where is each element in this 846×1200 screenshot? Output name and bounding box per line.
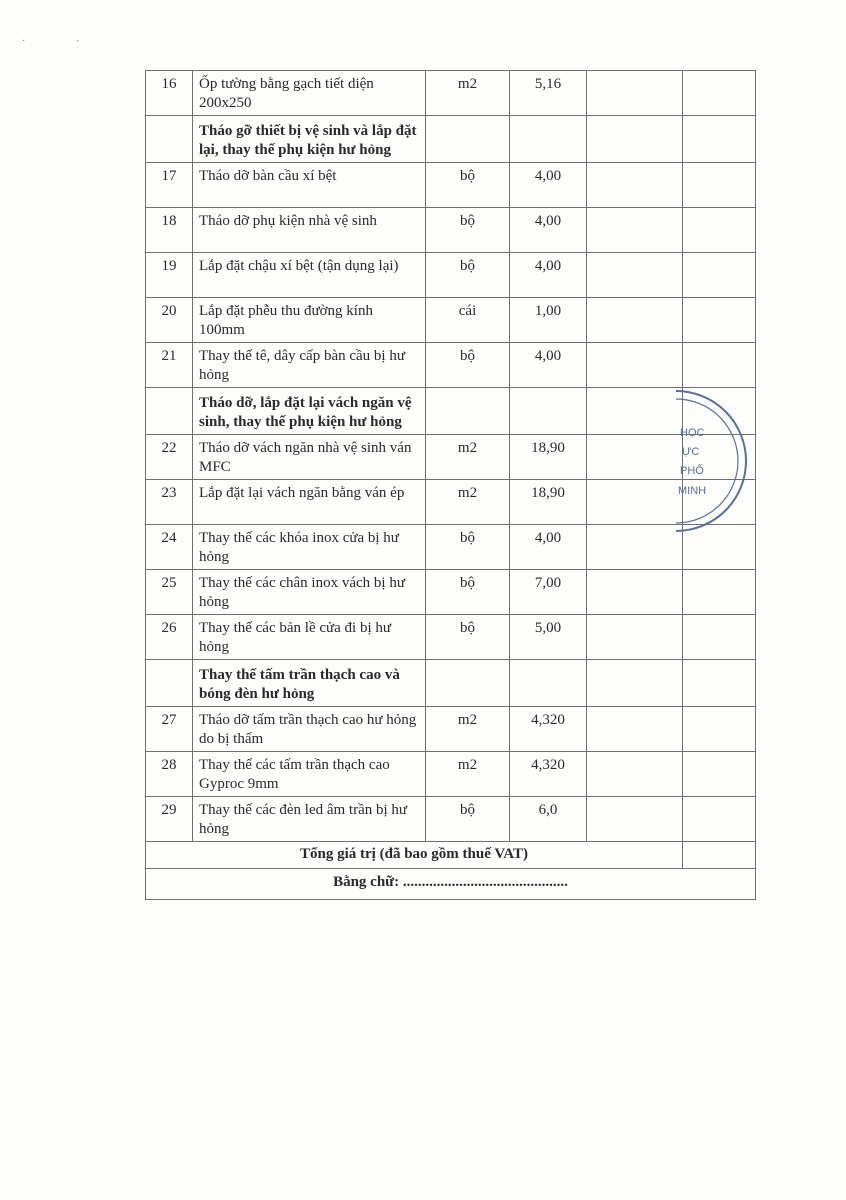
description-cell: Lắp đặt lại vách ngăn bằng ván ép (193, 480, 426, 525)
table-row (146, 71, 756, 116)
table-row (146, 208, 756, 253)
quantity-cell: 1,00 (510, 298, 587, 343)
stt-cell: 18 (146, 208, 193, 253)
amount-cell (683, 660, 756, 707)
stt-cell: 24 (146, 525, 193, 570)
amount-cell (683, 253, 756, 298)
total-value-cell (683, 842, 756, 869)
unit-price-cell (587, 298, 683, 343)
total-row (146, 842, 756, 869)
table-row (146, 525, 756, 570)
amount-cell (683, 570, 756, 615)
seal-text-2: ỰC (682, 446, 700, 458)
amount-cell (683, 71, 756, 116)
quantity-cell: 5,00 (510, 615, 587, 660)
unit-cell: m2 (426, 480, 510, 525)
unit-cell: bộ (426, 570, 510, 615)
unit-cell (426, 388, 510, 435)
stt-cell: 16 (146, 71, 193, 116)
amount-cell (683, 298, 756, 343)
unit-price-cell (587, 797, 683, 842)
quantity-cell: 4,00 (510, 525, 587, 570)
unit-cell (426, 660, 510, 707)
stt-cell (146, 388, 193, 435)
amount-cell (683, 797, 756, 842)
description-cell: Tháo dỡ vách ngăn nhà vệ sinh ván MFC (193, 435, 426, 480)
description-cell: Tháo dỡ bàn cầu xí bệt (193, 163, 426, 208)
unit-cell: m2 (426, 752, 510, 797)
unit-price-cell (587, 707, 683, 752)
table-body (146, 71, 756, 842)
unit-price-cell (587, 752, 683, 797)
unit-cell: cái (426, 298, 510, 343)
table-row (146, 615, 756, 660)
section-title: Thay thế tấm trần thạch cao và bóng đèn hư hỏng (193, 660, 426, 707)
seal-graphic (676, 386, 748, 536)
unit-price-cell (587, 525, 683, 570)
quantity-cell: 4,320 (510, 707, 587, 752)
description-cell: Ốp tường bằng gạch tiết diện 200x250 (193, 71, 426, 116)
seal-text-1: HỌC (680, 427, 705, 439)
quantity-cell: 18,90 (510, 480, 587, 525)
unit-cell: bộ (426, 163, 510, 208)
quantity-cell: 4,00 (510, 208, 587, 253)
unit-cell: bộ (426, 525, 510, 570)
quantity-cell: 18,90 (510, 435, 587, 480)
unit-price-cell (587, 615, 683, 660)
unit-price-cell (587, 660, 683, 707)
stt-cell: 25 (146, 570, 193, 615)
quantity-cell (510, 660, 587, 707)
stt-cell (146, 116, 193, 163)
unit-cell: bộ (426, 615, 510, 660)
unit-price-cell (587, 208, 683, 253)
table-row (146, 752, 756, 797)
unit-price-cell (587, 71, 683, 116)
stt-cell: 29 (146, 797, 193, 842)
amount-cell (683, 752, 756, 797)
quantity-cell: 6,0 (510, 797, 587, 842)
description-cell: Thay thế các khóa inox cửa bị hư hỏng (193, 525, 426, 570)
description-cell: Lắp đặt phễu thu đường kính 100mm (193, 298, 426, 343)
quantity-cell: 4,320 (510, 752, 587, 797)
stt-cell: 21 (146, 343, 193, 388)
stt-cell: 23 (146, 480, 193, 525)
amount-cell (683, 208, 756, 253)
table-row (146, 797, 756, 842)
table-row (146, 253, 756, 298)
bill-of-quantities-table (145, 70, 756, 900)
stt-cell: 19 (146, 253, 193, 298)
stt-cell: 22 (146, 435, 193, 480)
amount-cell (683, 707, 756, 752)
stt-cell: 27 (146, 707, 193, 752)
unit-price-cell (587, 570, 683, 615)
description-cell: Lắp đặt chậu xí bệt (tận dụng lại) (193, 253, 426, 298)
quantity-cell: 5,16 (510, 71, 587, 116)
red-seal-stamp (676, 386, 748, 536)
amount-in-words-row (146, 869, 756, 900)
scan-specks: · · (22, 36, 104, 47)
unit-price-cell (587, 480, 683, 525)
total-label: Tổng giá trị (đã bao gồm thuế VAT) (146, 842, 683, 869)
unit-cell: bộ (426, 253, 510, 298)
table-row (146, 707, 756, 752)
description-cell: Tháo dỡ phụ kiện nhà vệ sinh (193, 208, 426, 253)
table-row (146, 570, 756, 615)
unit-cell: bộ (426, 343, 510, 388)
table-row (146, 435, 756, 480)
table-row (146, 298, 756, 343)
unit-price-cell (587, 343, 683, 388)
unit-price-cell (587, 163, 683, 208)
section-title: Tháo dỡ, lắp đặt lại vách ngăn vệ sinh, thay thế phụ kiện hư hỏng (193, 388, 426, 435)
unit-price-cell (587, 435, 683, 480)
description-cell: Thay thế tê, dây cấp bàn cầu bị hư hỏng (193, 343, 426, 388)
stt-cell: 20 (146, 298, 193, 343)
stt-cell (146, 660, 193, 707)
quantity-cell: 4,00 (510, 343, 587, 388)
seal-text-3: PHỐ (680, 465, 704, 477)
quantity-cell (510, 388, 587, 435)
description-cell: Thay thế các bản lề cửa đi bị hư hỏng (193, 615, 426, 660)
section-title: Tháo gỡ thiết bị vệ sinh và lắp đặt lại, thay thế phụ kiện hư hỏng (193, 116, 426, 163)
amount-cell (683, 615, 756, 660)
section-header-row (146, 116, 756, 163)
description-cell: Tháo dỡ tấm trần thạch cao hư hỏng do bị thấm (193, 707, 426, 752)
table-row (146, 480, 756, 525)
seal-text-4: MINH (678, 485, 707, 497)
section-header-row (146, 388, 756, 435)
description-cell: Thay thế các chân inox vách bị hư hỏng (193, 570, 426, 615)
unit-cell: bộ (426, 208, 510, 253)
quantity-cell: 4,00 (510, 253, 587, 298)
amount-cell (683, 116, 756, 163)
section-header-row (146, 660, 756, 707)
description-cell: Thay thế các tấm trần thạch cao Gyproc 9mm (193, 752, 426, 797)
amount-cell (683, 163, 756, 208)
table-row (146, 343, 756, 388)
quantity-cell: 7,00 (510, 570, 587, 615)
quantity-cell (510, 116, 587, 163)
unit-price-cell (587, 253, 683, 298)
stt-cell: 17 (146, 163, 193, 208)
quantity-cell: 4,00 (510, 163, 587, 208)
unit-cell: m2 (426, 71, 510, 116)
unit-cell: m2 (426, 707, 510, 752)
unit-price-cell (587, 388, 683, 435)
stt-cell: 28 (146, 752, 193, 797)
unit-cell (426, 116, 510, 163)
amount-cell (683, 343, 756, 388)
table-row (146, 163, 756, 208)
stt-cell: 26 (146, 615, 193, 660)
unit-cell: bộ (426, 797, 510, 842)
unit-price-cell (587, 116, 683, 163)
amount-in-words-label: Bằng chữ: ............................................ (146, 869, 756, 900)
unit-cell: m2 (426, 435, 510, 480)
description-cell: Thay thế các đèn led âm trần bị hư hỏng (193, 797, 426, 842)
